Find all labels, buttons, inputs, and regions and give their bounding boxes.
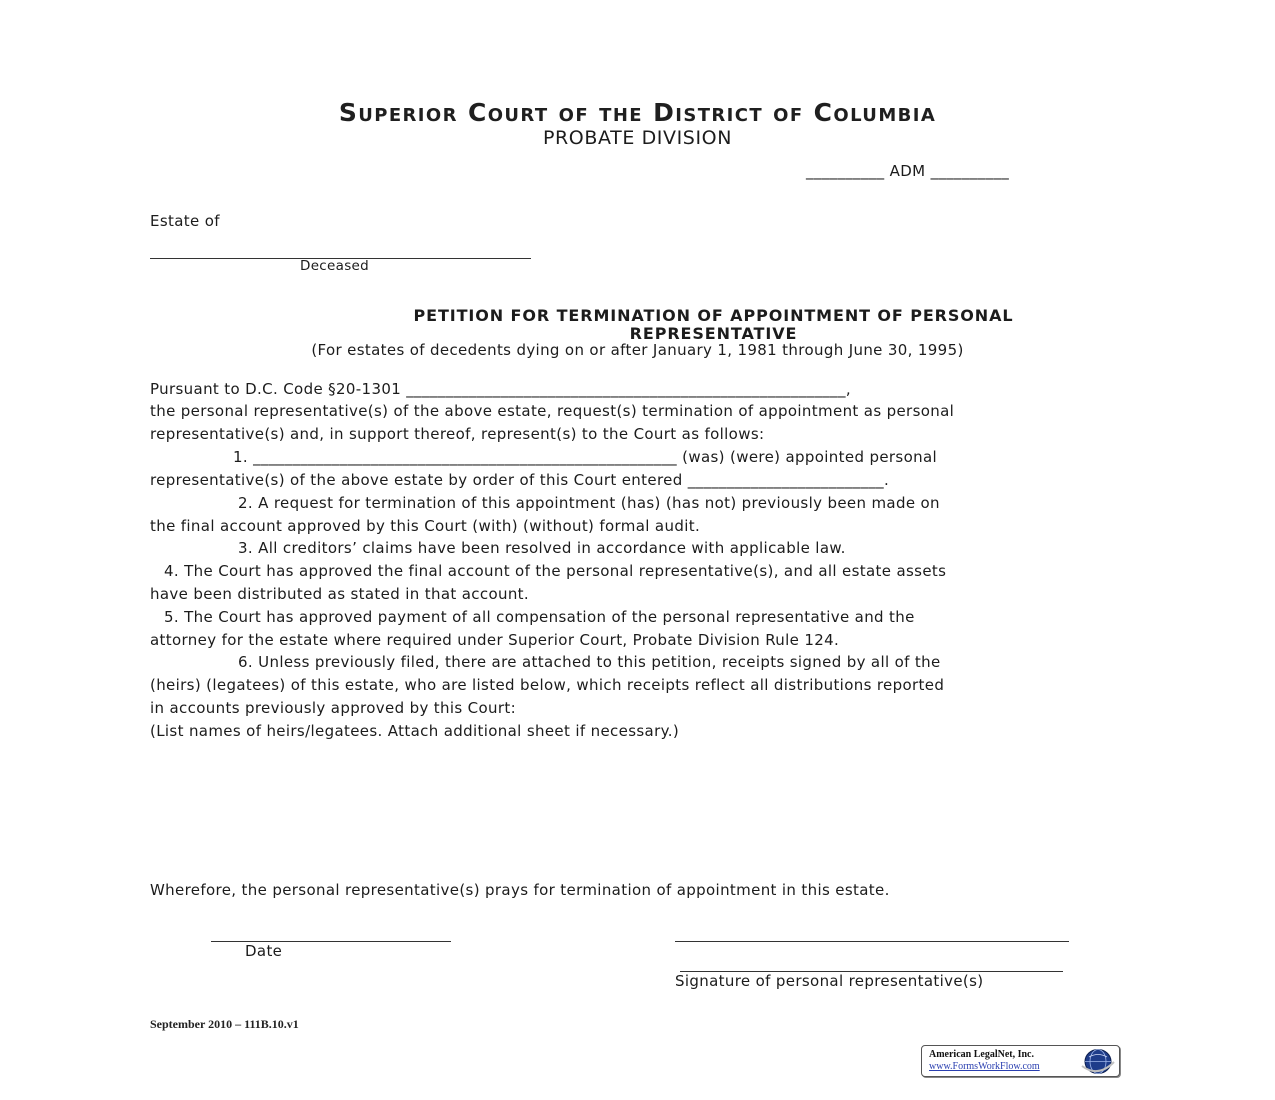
petition-subtitle: (For estates of decedents dying on or after January 1, 1981 through June 30, 1995) [311, 341, 964, 359]
body-line-2: the personal representative(s) of the above estate, request(s) termination of appointment as personal [150, 402, 955, 420]
item-6-line-c: in accounts previously approved by this Court: [150, 699, 517, 717]
deceased-label: Deceased [300, 258, 370, 274]
item-2-line-b: the final account approved by this Court (with) (without) formal audit. [150, 517, 701, 535]
petition-title-line2: REPRESENTATIVE [629, 324, 798, 343]
case-number [806, 162, 1009, 180]
pursuant-line: Pursuant to D.C. Code §20-1301 ________________________________________________________, [150, 380, 851, 398]
signature-label: Signature of personal representative(s) [675, 972, 984, 990]
item-5-line-b: attorney for the estate where required under Superior Court, Probate Division Rule 124. [150, 631, 840, 649]
signature-line-1[interactable] [675, 941, 1069, 942]
item-6-line-a: 6. Unless previously filed, there are attached to this petition, receipts signed by all of the [238, 653, 941, 671]
item-1-line-b: representative(s) of the above estate by order of this Court entered _________________________. [150, 471, 890, 489]
item-3: 3. All creditors’ claims have been resolved in accordance with applicable law. [238, 539, 846, 557]
wherefore-clause: Wherefore, the personal representative(s) prays for termination of appointment in this estate. [150, 881, 890, 899]
item-6-line-b: (heirs) (legatees) of this estate, who are listed below, which receipts reflect all distributions reported [150, 676, 945, 694]
division-title: PROBATE DIVISION [542, 127, 733, 149]
case-blank-right[interactable]: __________ [930, 162, 1010, 180]
badge-company-name: American LegalNet, Inc. [929, 1049, 1034, 1060]
case-label: ADM [889, 162, 926, 180]
estate-of-label: Estate of [150, 212, 220, 230]
badge-url-link[interactable]: www.FormsWorkFlow.com [929, 1061, 1040, 1072]
item-4-line-b: have been distributed as stated in that account. [150, 585, 530, 603]
petition-title [0, 307, 1275, 343]
form-id: September 2010 – 111B.10.v1 [150, 1017, 299, 1031]
body-line-3: representative(s) and, in support thereof, represent(s) to the Court as follows: [150, 425, 765, 443]
petition-title-line1: PETITION FOR TERMINATION OF APPOINTMENT OF PERSONAL [413, 306, 1014, 325]
item-4-line-a: 4. The Court has approved the final account of the personal representative(s), and all estate assets [164, 562, 947, 580]
legalnet-badge[interactable] [921, 1045, 1120, 1077]
item-5-line-a: 5. The Court has approved payment of all compensation of the personal representative and the [164, 608, 915, 626]
case-blank-left[interactable]: __________ [806, 162, 885, 180]
date-label: Date [245, 942, 283, 960]
court-title: Superior Court of the District of Columbia [338, 98, 937, 127]
item-2-line-a: 2. A request for termination of this appointment (has) (has not) previously been made on [238, 494, 940, 512]
list-note: (List names of heirs/legatees. Attach additional sheet if necessary.) [150, 722, 680, 740]
globe-icon [1080, 1048, 1116, 1075]
item-1-line-a: 1. ______________________________________________________ (was) (were) appointed personal [233, 448, 938, 466]
